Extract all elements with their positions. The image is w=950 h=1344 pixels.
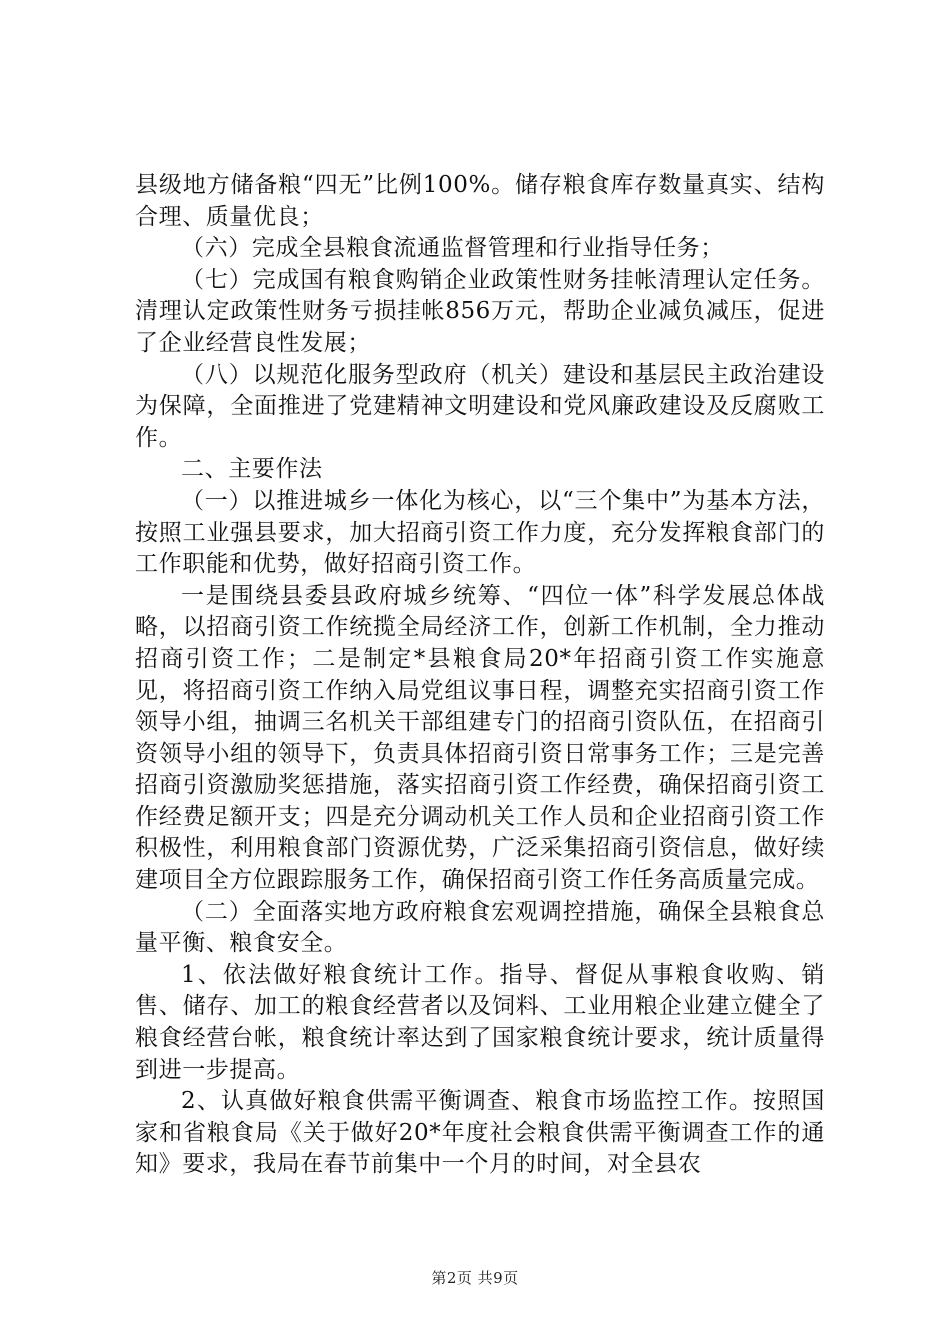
paragraph-continued: 县级地方储备粮“四无”比例100%。储存粮食库存数量真实、结构合理、质量优良； [135, 172, 825, 230]
document-body [135, 170, 825, 1181]
page-footer: 第2页 共9页 [431, 1269, 519, 1287]
section-heading: 二、主要作法 [181, 456, 323, 483]
paragraph-item-eight: （八）以规范化服务型政府（机关）建设和基层民主政治建设为保障，全面推进了党建精神文明建设和党风廉政建设及反腐败工作。 [135, 361, 825, 451]
paragraph-item-seven: （七）完成国有粮食购销企业政策性财务挂帐清理认定任务。清理认定政策性财务亏损挂帐856万元，帮助企业减负减压，促进了企业经营良性发展； [135, 266, 825, 356]
paragraph-investment-measures: 一是围绕县委县政府城乡统筹、“四位一体”科学发展总体战略，以招商引资工作统揽全局经济工作，创新工作机制，全力推动招商引资工作；二是制定*县粮食局20*年招商引资工作实施意见，将招商引资工作纳入局党组议事日程，调整充实招商引资工作领导小组，抽调三名机关干部组建专门的招商引资队伍，在招商引资领导小组的领导下，负责具体招商引资日常事务工作；三是完善招商引资激励奖惩措施，落实招商引资工作经费，确保招商引资工作经费足额开支；四是充分调动机关工作人员和企业招商引资工作积极性，利用粮食部门资源优势，广泛采集招商引资信息，做好续建项目全方位跟踪服务工作，确保招商引资工作任务高质量完成。 [135, 582, 825, 894]
paragraph-subsection-two: （二）全面落实地方政府粮食宏观调控措施，确保全县粮食总量平衡、粮食安全。 [135, 898, 825, 957]
paragraph-item-six: （六）完成全县粮食流通监督管理和行业指导任务； [181, 235, 724, 262]
paragraph-subsection-one: （一）以推进城乡一体化为核心，以“三个集中”为基本方法，按照工业强县要求，加大招商引资工作力度，充分发挥粮食部门的工作职能和优势，做好招商引资工作。 [135, 487, 825, 578]
paragraph-statistics: 1、依法做好粮食统计工作。指导、督促从事粮食收购、销售、储存、加工的粮食经营者以及饲料、工业用粮企业建立健全了粮食经营台帐，粮食统计率达到了国家粮食统计要求，统计质量得到进一步提高。 [135, 961, 825, 1083]
paragraph-supply-demand: 2、认真做好粮食供需平衡调查、粮食市场监控工作。按照国家和省粮食局《关于做好20*年度社会粮食供需平衡调查工作的通知》要求，我局在春节前集中一个月的时间，对全县农 [135, 1088, 825, 1178]
